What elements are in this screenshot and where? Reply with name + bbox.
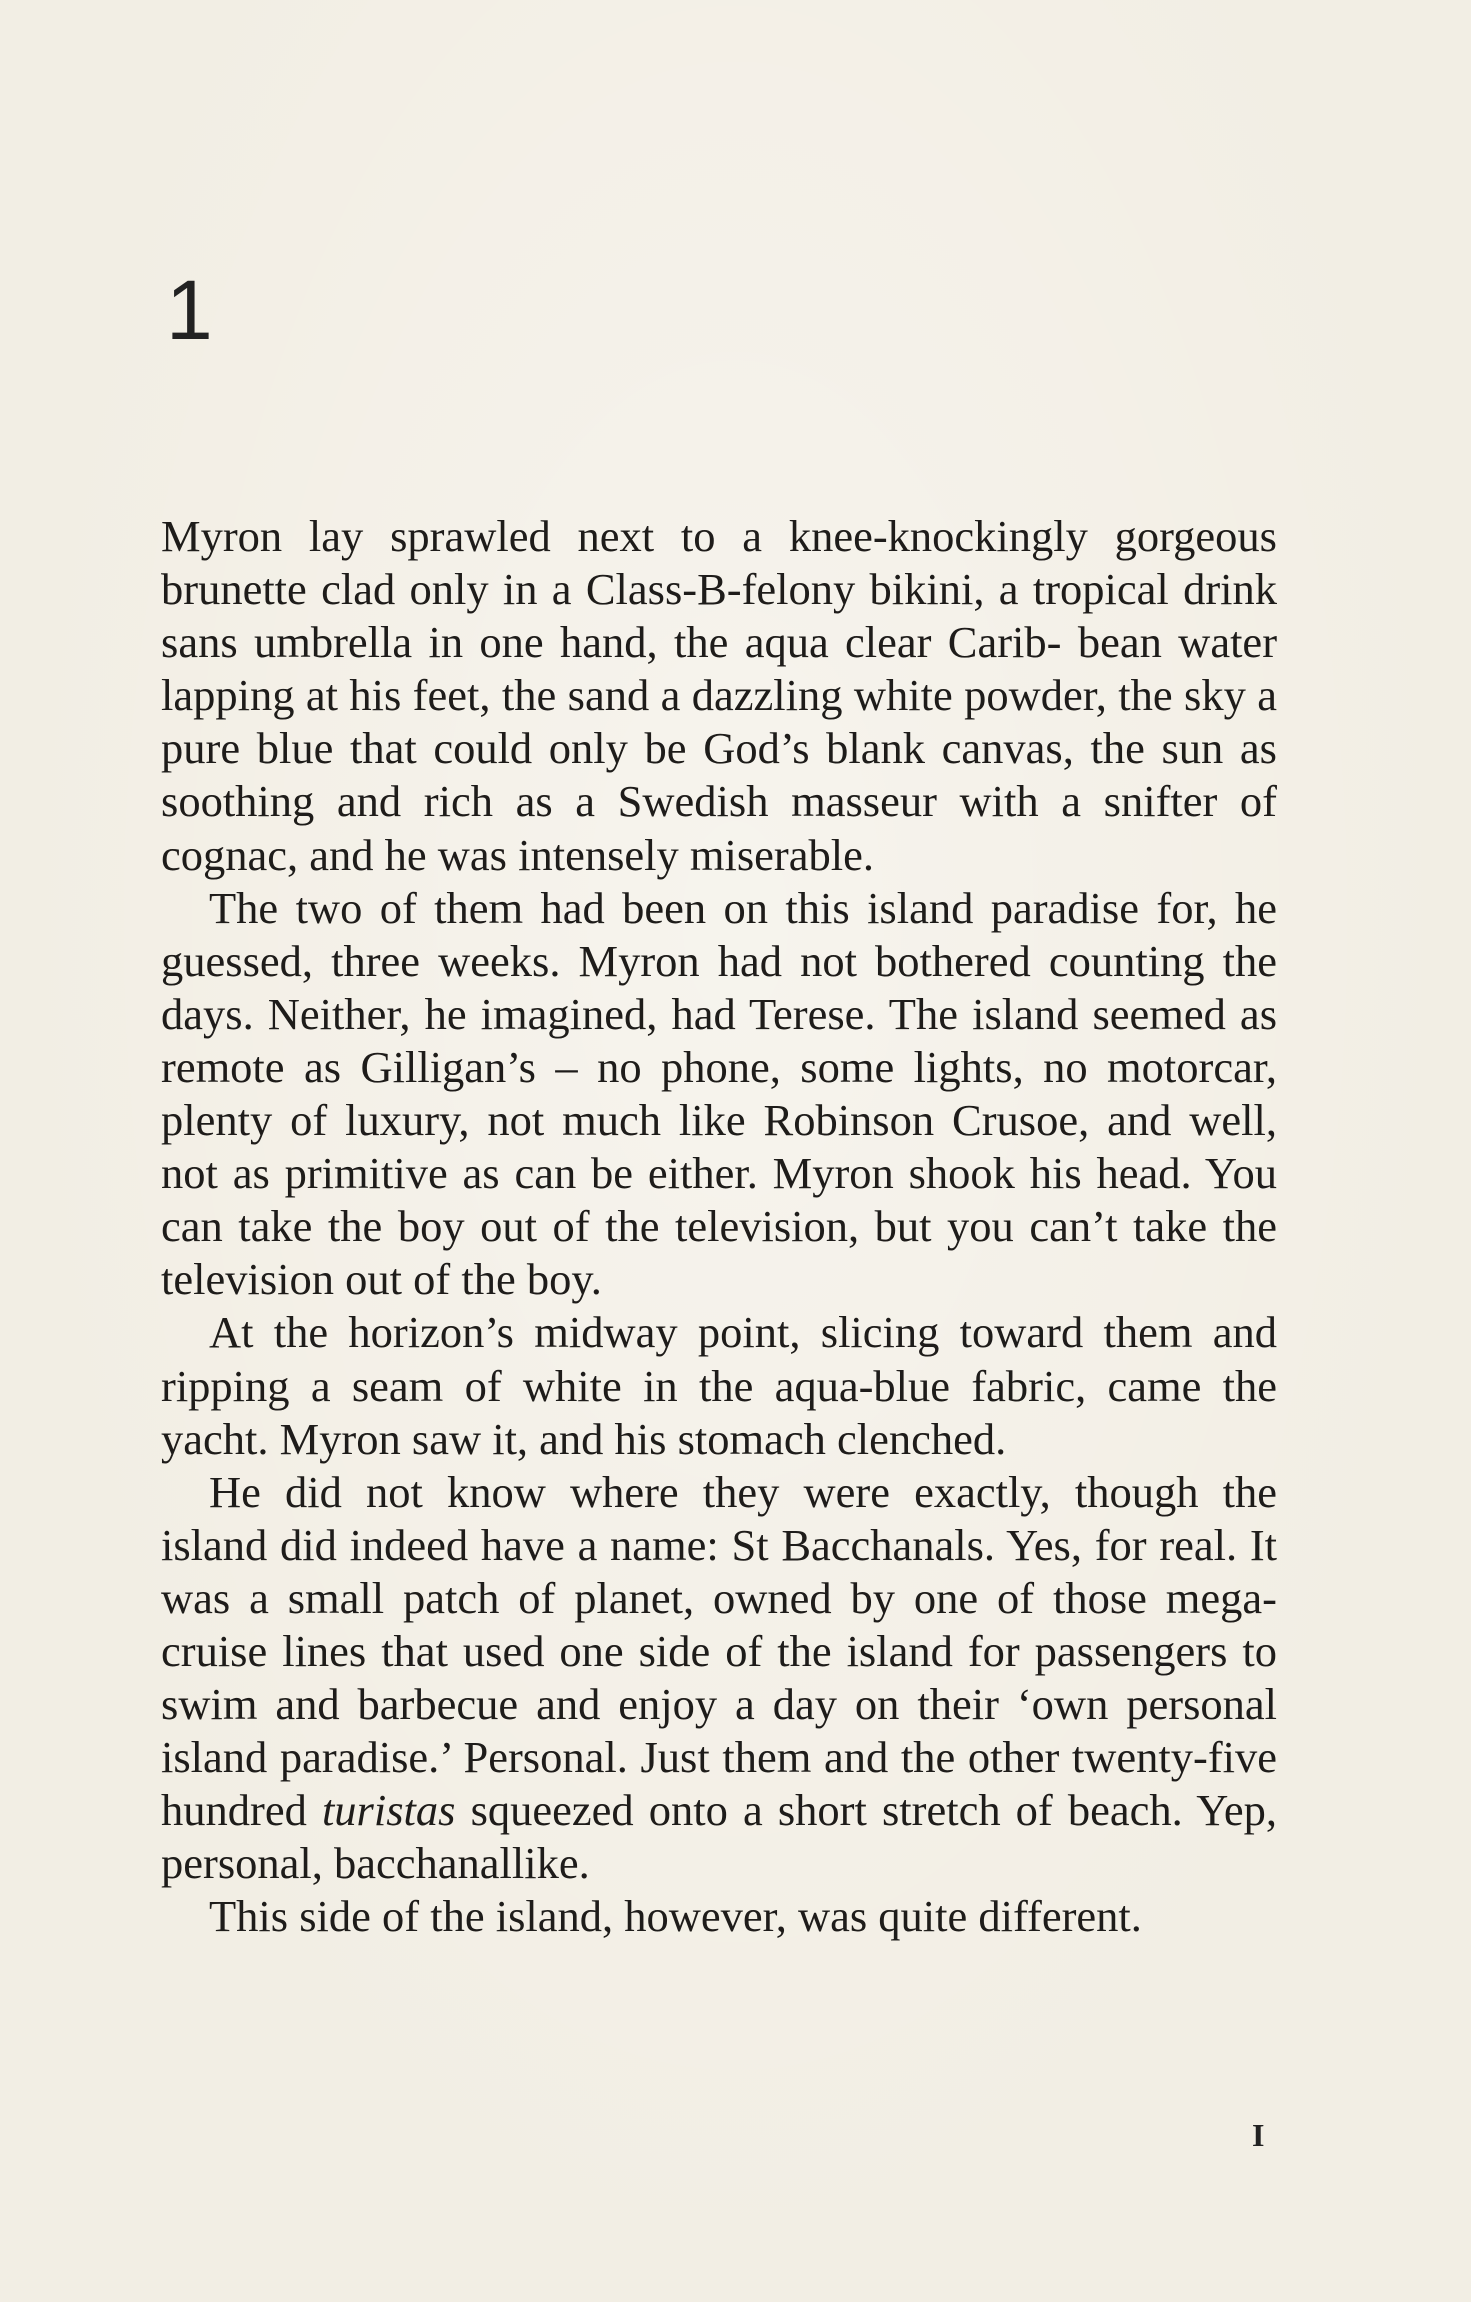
paragraph-2	[161, 882, 1277, 1307]
line: and the other twenty-five hundred turistas squeezed onto	[161, 1732, 1278, 1836]
line: he guessed, three weeks. Myron had not bothered	[161, 882, 1278, 986]
paragraph-4	[161, 1466, 1277, 1891]
line: the boy.	[461, 1254, 602, 1305]
line: Robinson Crusoe, and well, not as primitive as can be	[161, 1095, 1277, 1199]
line: the yacht. Myron saw it, and his stomach clenched.	[161, 1360, 1277, 1464]
line: powder, the sky a pure blue that could only be God’s	[161, 670, 1278, 774]
line: bean water lapping at his feet, the sand a dazzling white	[161, 617, 1278, 721]
line: and ripping a seam of white in the aqua-blue fabric, came	[161, 1307, 1278, 1411]
line: lights, no motorcar, plenty of luxury, not much like	[161, 1041, 1277, 1146]
line: a short stretch of beach. Yep, personal, bacchanallike.	[161, 1785, 1278, 1889]
line: counting the days. Neither, he imagined, had Terese. The	[161, 935, 1278, 1039]
line: island did indeed have a name: St Bacchanals. Yes, for	[161, 1519, 1147, 1570]
line: blank canvas, the sun as soothing and rich as a Swedish	[161, 723, 1278, 827]
line: masseur with a snifter of cognac, and he was intensely	[161, 776, 1278, 880]
line: brunette clad only in a Class-B-felony bikini, a tropical	[161, 564, 1169, 615]
line: At the horizon’s midway point, slicing toward them	[209, 1307, 1193, 1358]
line: either. Myron shook his head. You can take the boy out	[161, 1148, 1277, 1252]
paragraph-5	[161, 1890, 1277, 1943]
paragraph-3	[161, 1306, 1277, 1465]
chapter-number: 1	[166, 263, 213, 357]
line: drink sans umbrella in one hand, the aqua clear Carib-	[161, 564, 1277, 668]
line: The two of them had been on this island paradise for,	[209, 882, 1218, 933]
paragraph-1	[161, 510, 1277, 882]
page-number: I	[1252, 2117, 1265, 2153]
line: of the television, but you can’t take the television out of	[161, 1201, 1277, 1305]
line: real. It was a small patch of planet, owned by one of	[161, 1519, 1278, 1623]
line: Myron lay sprawled next to a knee-knockingly gorgeous	[161, 511, 1277, 561]
line: miserable.	[689, 829, 874, 880]
line: those mega-cruise lines that used one side of the island	[161, 1572, 1277, 1676]
line: He did not know where they were exactly, though the	[209, 1466, 1277, 1517]
line: for passengers to swim and barbecue and enjoy a day on	[161, 1625, 1278, 1730]
line: their ‘own personal island paradise.’ Personal. Just them	[161, 1679, 1278, 1783]
body-text	[161, 510, 1277, 1944]
line: This side of the island, however, was quite different.	[209, 1891, 1142, 1942]
line: island seemed as remote as Gilligan’s – no phone, some	[161, 988, 1278, 1092]
italic-word: turistas	[321, 1785, 456, 1836]
